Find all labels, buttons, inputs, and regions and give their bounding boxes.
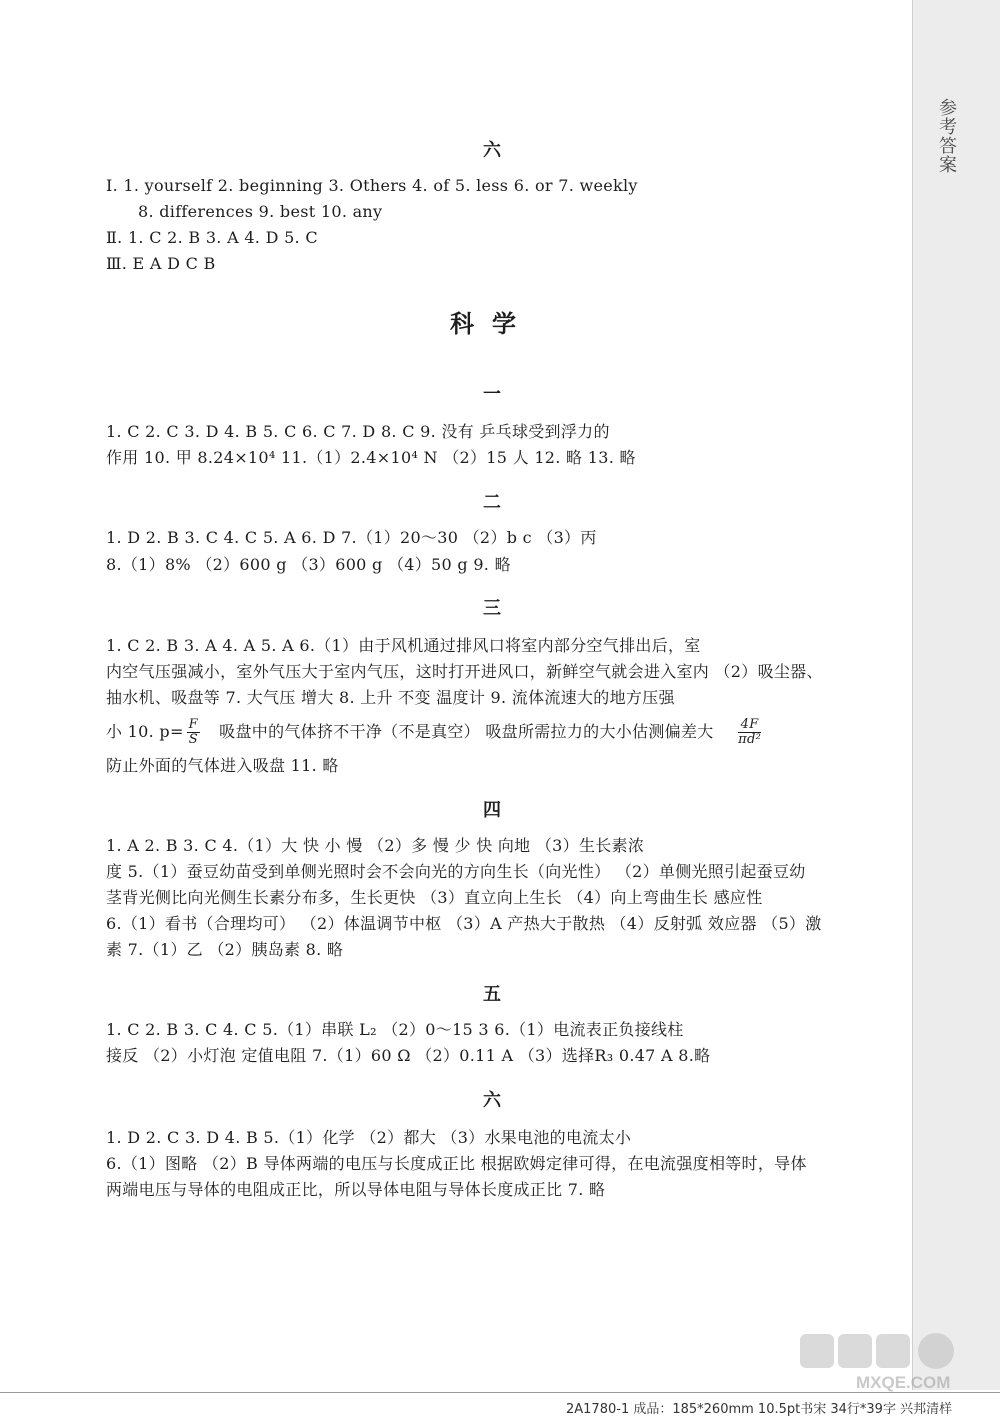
answer-key-tab: 参考答案 <box>936 98 957 174</box>
diameter-fraction-denominator: πd² <box>738 732 762 747</box>
english-line-2: 8. differences 9. best 10. any <box>138 202 383 221</box>
english-line-3: Ⅱ. 1. C 2. B 3. A 4. D 5. C <box>106 228 318 247</box>
science-s4-line-2: 度 5.（1）蚕豆幼苗受到单侧光照时会不会向光的方向生长（向光性） （2）单侧光照引起蚕豆幼 <box>106 862 806 881</box>
pressure-fraction-numerator: F <box>188 717 198 732</box>
science-s6-line-2: 6.（1）图略 （2）B 导体两端的电压与长度成正比 根据欧姆定律可得，在电流强度相等时，导体 <box>106 1154 807 1173</box>
science-section-6-heading: 六 <box>483 1090 501 1111</box>
science-section-5-heading: 五 <box>483 984 501 1005</box>
science-s6-line-1: 1. D 2. C 3. D 4. B 5.（1）化学 （2）都大 （3）水果电池的电流太小 <box>106 1128 632 1147</box>
science-s1-line-2: 作用 10. 甲 8.24×10⁴ 11.（1）2.4×10⁴ N （2）15 人 12. 略 13. 略 <box>106 448 636 467</box>
science-s5-line-2: 接反 （2）小灯泡 定值电阻 7.（1）60 Ω （2）0.11 A （3）选择R₃ 0.47 A 8.略 <box>106 1046 711 1065</box>
science-s4-line-4: 6.（1）看书（合理均可） （2）体温调节中枢 （3）A 产热大于散热 （4）反射弧 效应器 （5）激 <box>106 914 822 933</box>
watermark-text: MXQE.COM <box>856 1373 951 1392</box>
pressure-fraction-denominator: S <box>188 732 198 747</box>
english-line-1: Ⅰ. 1. yourself 2. beginning 3. Others 4. of 5. less 6. or 7. weekly <box>106 176 638 195</box>
science-s4-line-5: 素 7.（1）乙 （2）胰岛素 8. 略 <box>106 940 344 959</box>
science-s3-line-4 <box>106 718 878 747</box>
pressure-fraction <box>187 718 200 747</box>
science-section-3-heading: 三 <box>483 598 501 619</box>
science-section-1-heading: 一 <box>483 384 501 405</box>
science-s3-q10-label: 小 10. p= <box>106 722 184 741</box>
science-s2-line-2: 8.（1）8% （2）600 g （3）600 g （4）50 g 9. 略 <box>106 555 511 574</box>
science-section-2-heading: 二 <box>483 492 501 513</box>
science-s3-line-1: 1. C 2. B 3. A 4. A 5. A 6.（1）由于风机通过排风口将室内部分空气排出后，室 <box>106 636 701 655</box>
science-s3-line-5: 防止外面的气体进入吸盘 11. 略 <box>106 756 339 775</box>
diameter-fraction-numerator: 4F <box>738 718 761 733</box>
science-s3-line-3: 抽水机、吸盘等 7. 大气压 增大 8. 上升 不变 温度计 9. 流体流速大的地方压强 <box>106 688 675 707</box>
science-s4-line-1: 1. A 2. B 3. C 4.（1）大 快 小 慢 （2）多 慢 少 快 向地 （3）生长素浓 <box>106 836 645 855</box>
science-s5-line-1: 1. C 2. B 3. C 4. C 5.（1）串联 L₂ （2）0～15 3 6.（1）电流表正负接线柱 <box>106 1020 684 1039</box>
diameter-fraction <box>738 718 761 747</box>
print-spec-footer: 2A1780-1 成品：185*260mm 10.5pt书宋 34行*39字 兴邦清样 <box>566 1402 953 1417</box>
english-line-4: Ⅲ. E A D C B <box>106 254 216 273</box>
science-s6-line-3: 两端电压与导体的电阻成正比，所以导体电阻与导体长度成正比 7. 略 <box>106 1180 606 1199</box>
science-s3-line-2: 内空气压强减小，室外气压大于室内气压，这时打开进风口，新鲜空气就会进入室内 （2）吸尘器、 <box>106 662 823 681</box>
watermark-logo <box>796 1330 992 1392</box>
science-section-4-heading: 四 <box>483 800 501 821</box>
page-edge-strip <box>912 0 1000 1390</box>
science-s3-q10-text: 吸盘中的气体挤不干净（不是真空） 吸盘所需拉力的大小估测偏差大 <box>219 722 714 741</box>
english-section-heading: 六 <box>483 140 501 161</box>
science-s4-line-3: 茎背光侧比向光侧生长素分布多，生长更快 （3）直立向上生长 （4）向上弯曲生长 感应性 <box>106 888 763 907</box>
science-s1-line-1: 1. C 2. C 3. D 4. B 5. C 6. C 7. D 8. C 9. 没有 乒乓球受到浮力的 <box>106 422 610 441</box>
science-title: 科学 <box>450 309 534 338</box>
footer-rule <box>0 1392 1000 1393</box>
science-s2-line-1: 1. D 2. B 3. C 4. C 5. A 6. D 7.（1）20～30 （2）b c （3）丙 <box>106 528 597 547</box>
